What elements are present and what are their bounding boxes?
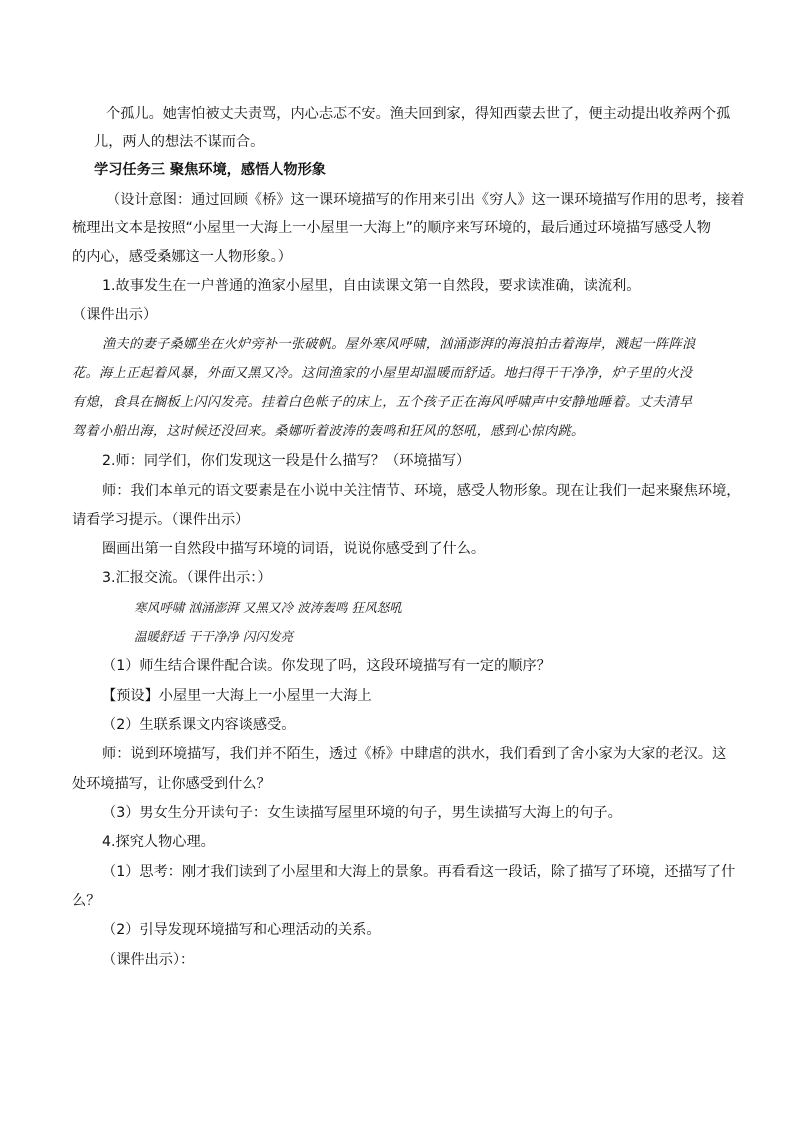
sub-item: （3）男女生分开读句子：女生读描写屋里环境的句子，男生读描写大海上的句子。	[102, 805, 622, 821]
paragraph-line: 儿，两人的想法不谋而合。	[94, 134, 265, 150]
sub-item: （2）生联系课文内容谈感受。	[102, 717, 296, 733]
design-intent-line: 的内心，感受桑娜这一人物形象。）	[72, 249, 292, 265]
paragraph-line: 个孤儿。她害怕被丈夫责骂，内心忐忑不安。渔夫回到家，得知西蒙去世了，便主动提出收养两个孤	[106, 106, 731, 122]
numbered-item: 1.故事发生在一户普通的渔家小屋里，自由读课文第一自然段，要求读准确，读流利。	[102, 278, 641, 294]
quoted-passage-line: 花。海上正起着风暴，外面又黑又冷。这间渔家的小屋里却温暖而舒适。地扫得干干净净，炉子里的火没	[72, 366, 693, 381]
preset-answer: 【预设】小屋里一大海上一小屋里一大海上	[102, 688, 372, 704]
numbered-item: 3.汇报交流。（课件出示：）	[102, 570, 272, 586]
design-intent-line: 梳理出文本是按照“小屋里一大海上一小屋里一大海上”的顺序来写环境的，最后通过环境描写感受人物	[72, 220, 711, 236]
sub-item: （1）师生结合课件配合读。你发现了吗，这段环境描写有一定的顺序？	[102, 658, 551, 674]
quoted-passage-line: 有熄，食具在搁板上闪闪发亮。挂着白色帐子的床上，五个孩子正在海风呼啸声中安静地睡着。丈夫清早	[72, 395, 693, 410]
sub-item: （2）引导发现环境描写和心理活动的关系。	[102, 922, 381, 938]
teacher-line: 师：说到环境描写，我们并不陌生，透过《桥》中肆虐的洪水，我们看到了舍小家为大家的老汉。这	[102, 746, 727, 762]
teacher-line: 请看学习提示。（课件出示）	[72, 512, 250, 528]
section-heading: 学习任务三 聚焦环境，感悟人物形象	[94, 162, 326, 178]
sub-item: 么？	[72, 893, 101, 909]
teacher-line: 处环境描写，让你感受到什么？	[72, 776, 271, 792]
teacher-line: 师：我们本单元的语文要素是在小说中关注情节、环境，感受人物形象。现在让我们一起来聚焦环境，	[102, 483, 741, 499]
numbered-item: 4.探究人物心理。	[102, 834, 215, 850]
numbered-item: 2.师：同学们，你们发现这一段是什么描写？（环境描写）	[102, 453, 471, 469]
quoted-passage-line: 渔夫的妻子桑娜坐在火炉旁补一张破帆。屋外寒风呼啸，汹涌澎湃的海浪拍击着海岸，溅起一阵阵浪	[102, 337, 696, 352]
courseware-note: （课件出示）	[72, 307, 158, 323]
sub-item: （1）思考：刚才我们读到了小屋里和大海上的景象。再看看这一段话，除了描写了环境，还描写了什	[102, 864, 736, 880]
vocabulary-row: 温暖舒适 干干净净 闪闪发亮	[134, 629, 294, 644]
design-intent-line: （设计意图：通过回顾《桥》这一课环境描写的作用来引出《穷人》这一课环境描写作用的思考，接着	[106, 192, 745, 208]
vocabulary-row: 寒风呼啸 汹涌澎湃 又黑又冷 波涛轰鸣 狂风怒吼	[134, 600, 402, 615]
quoted-passage-line: 驾着小船出海，这时候还没回来。桑娜听着波涛的轰鸣和狂风的怒吼，感到心惊肉跳。	[72, 424, 585, 439]
courseware-note: （课件出示）：	[102, 952, 195, 968]
task-prompt: 圈画出第一自然段中描写环境的词语，说说你感受到了什么。	[102, 541, 486, 557]
